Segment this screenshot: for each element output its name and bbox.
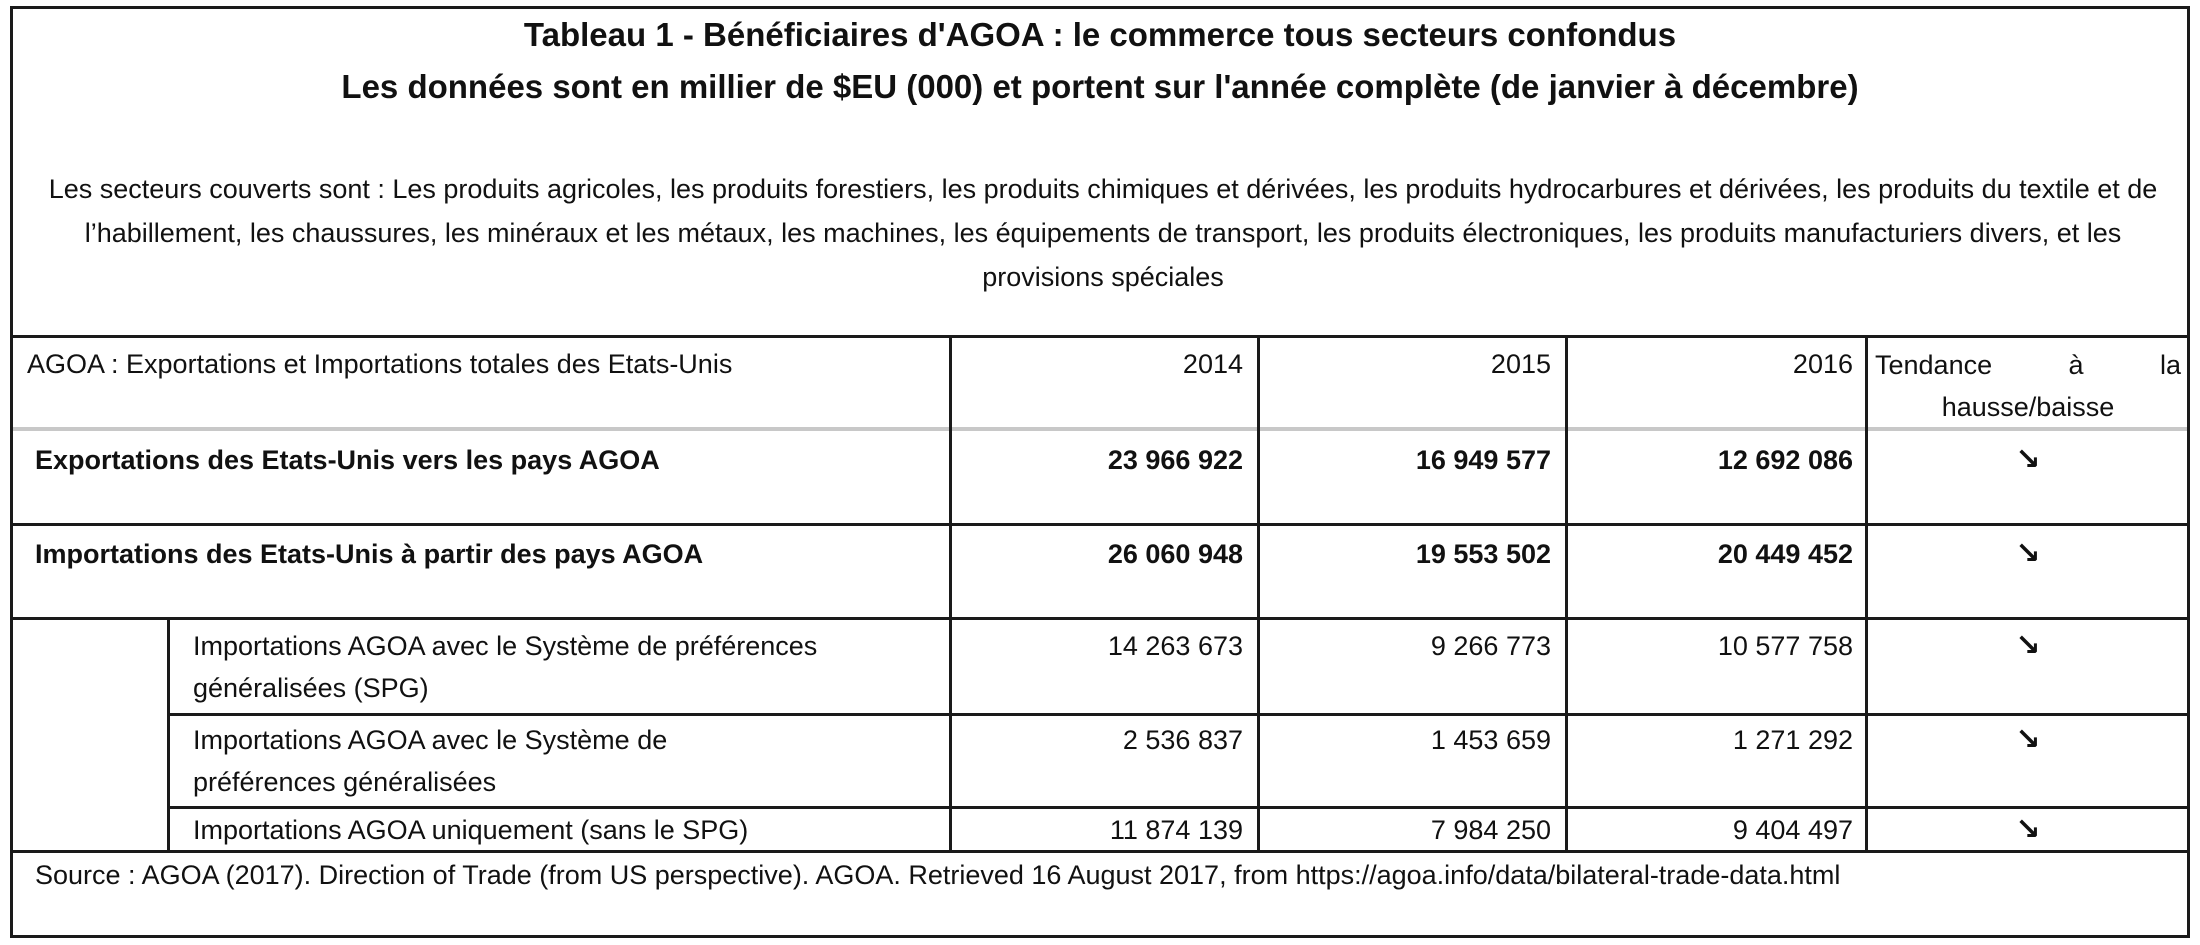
header-trend-word-1: Tendance	[1875, 350, 1993, 380]
trend-down-icon: ↘	[2015, 813, 2041, 846]
row-label-imports-spg: Importations AGOA avec le Système de préférences généralisées (SPG)	[193, 631, 818, 703]
header-label: AGOA : Exportations et Importations totales des Etats-Unis	[27, 349, 733, 379]
divider-title	[13, 335, 2187, 338]
source-note: Source : AGOA (2017). Direction of Trade (from US perspective). AGOA. Retrieved 16 August 2017, from https://agoa.info/data/bilateral-trade-data.html	[35, 860, 1841, 890]
row-label-exports: Exportations des Etats-Unis vers les pays AGOA	[35, 445, 660, 475]
cell-exports-2016: 12 692 086	[1717, 445, 1853, 475]
divider-row-1	[13, 523, 2187, 526]
cell-imports-2016: 20 449 452	[1717, 539, 1853, 569]
header-trend-line-2: hausse/baisse	[1941, 392, 2115, 422]
cell-imports-2014: 26 060 948	[1107, 539, 1243, 569]
table-frame	[10, 6, 2190, 938]
cell-exports-2015: 16 949 577	[1415, 445, 1551, 475]
table-title: Tableau 1 - Bénéficiaires d'AGOA : le commerce tous secteurs confondus	[523, 16, 1677, 53]
header-2014: 2014	[1182, 349, 1243, 379]
title-block	[13, 9, 2187, 335]
header-2015: 2015	[1490, 349, 1551, 379]
divider-row-2	[13, 617, 2187, 620]
trend-down-icon: ↘	[2015, 723, 2041, 756]
cell-exports-2014: 23 966 922	[1107, 445, 1243, 475]
trend-down-icon: ↘	[2015, 537, 2041, 570]
cell-spg-2015: 9 266 773	[1430, 631, 1551, 661]
cell-spg-2016: 10 577 758	[1717, 631, 1853, 661]
table-subtitle: Les données sont en millier de $EU (000) et portent sur l'année complète (de janvier à décembre)	[341, 68, 1859, 105]
cell-spg-2014: 14 263 673	[1107, 631, 1243, 661]
col-sep-3	[1565, 335, 1568, 850]
header-trend-word-3: la	[2159, 350, 2181, 380]
cell-spg2-2015: 1 453 659	[1430, 725, 1551, 755]
header-trend-word-2: à	[2068, 350, 2084, 380]
trend-down-icon: ↘	[2015, 629, 2041, 662]
cell-imports-2015: 19 553 502	[1415, 539, 1551, 569]
cell-nospg-2014: 11 874 139	[1109, 815, 1243, 845]
trend-down-icon: ↘	[2015, 443, 2041, 476]
col-sep-4	[1865, 335, 1868, 850]
col-sep-1	[949, 335, 952, 850]
cell-spg2-2014: 2 536 837	[1122, 725, 1243, 755]
header-2016: 2016	[1792, 349, 1853, 379]
col-sep-2	[1257, 335, 1260, 850]
row-label-imports-no-spg: Importations AGOA uniquement (sans le SPG)	[193, 815, 749, 845]
divider-header	[13, 427, 2187, 431]
row-label-imports: Importations des Etats-Unis à partir des pays AGOA	[35, 539, 704, 569]
indent-sep	[167, 617, 170, 850]
cell-nospg-2016: 9 404 497	[1732, 815, 1853, 845]
cell-spg2-2016: 1 271 292	[1732, 725, 1853, 755]
row-label-imports-spg-2: Importations AGOA avec le Système de préférences généralisées	[193, 725, 668, 797]
cell-nospg-2015: 7 984 250	[1430, 815, 1551, 845]
sectors-note: Les secteurs couverts sont : Les produits agricoles, les produits forestiers, les produits chimiques et dérivées, les produits hydrocarbures et dérivées, les produits du textile et de l’habillement, les chaussures, les minéraux et les métaux, les machines, les équipements de transport, les produits électroniques, les produits manufacturiers divers, et les provisions spéciales	[48, 174, 2158, 292]
divider-row-3	[167, 713, 2187, 716]
header-trend	[1875, 344, 2181, 428]
